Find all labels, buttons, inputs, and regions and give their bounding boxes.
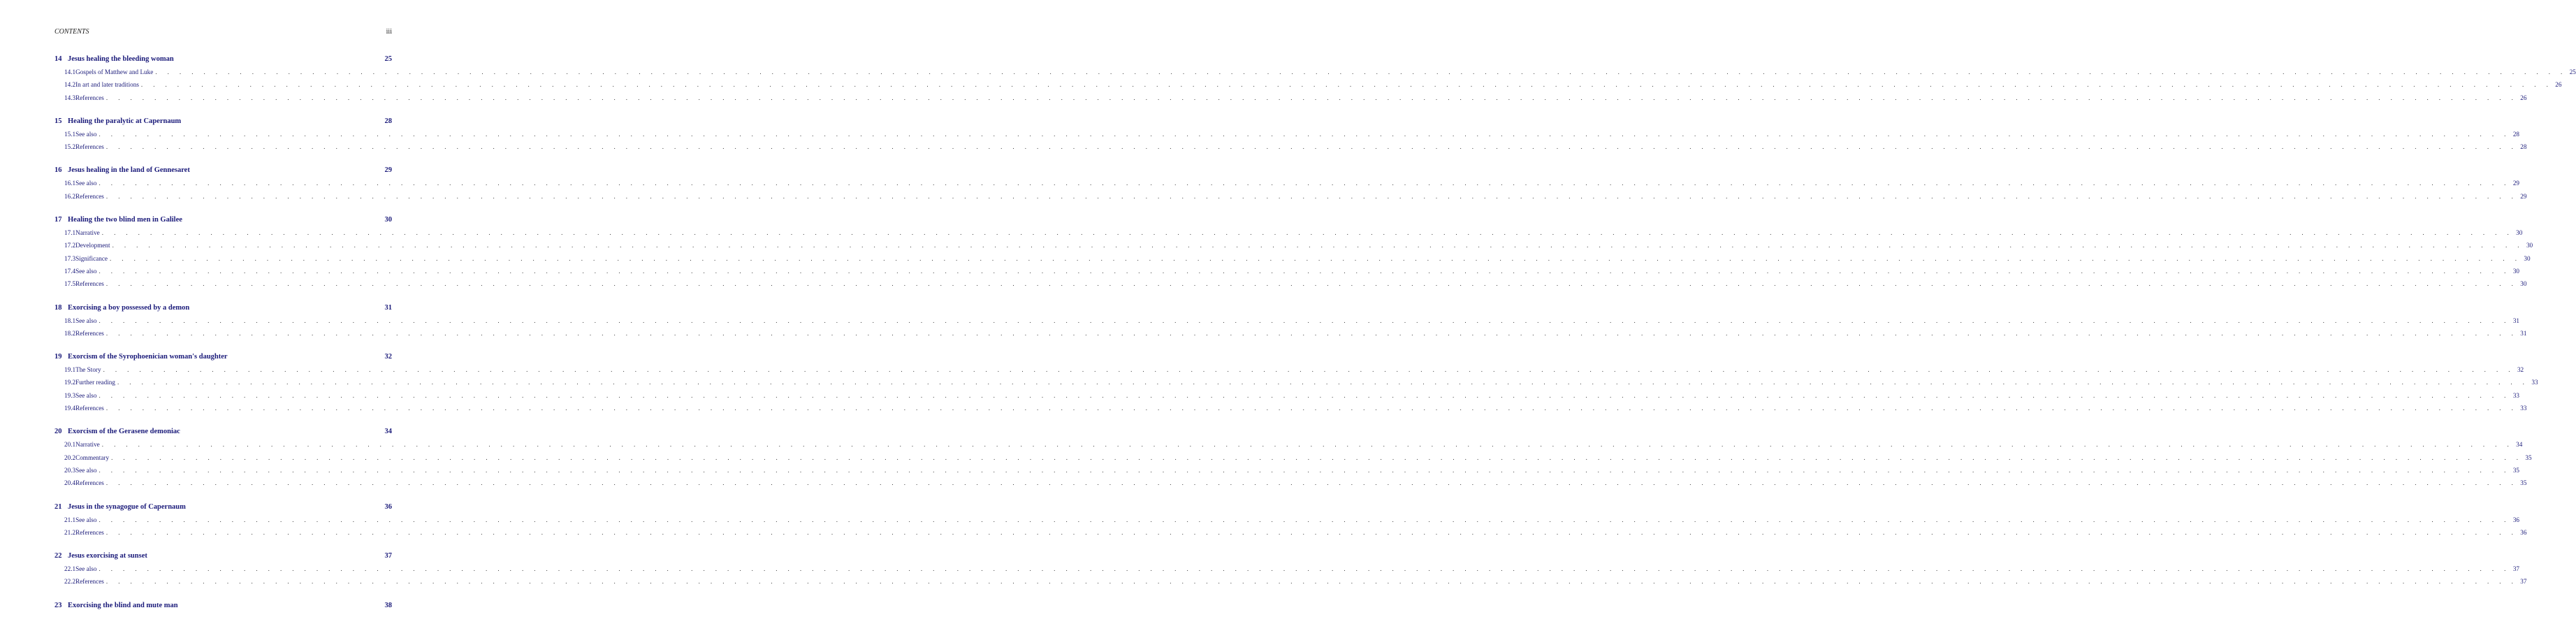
dot-leader: . . . . . . . . . . . . . . . . . . . . . . . . . . . . . . . . . . . . . . . . . . . . . . . . . . . . . . . . . . . . . . . . . . . . . . . . . . . . . . . . . . . . . . . . . . . . . . . . . . . . . . . . . . . . . . . . . . . . . . . . . . . . . . . . . . . . . . . . . . . . . . . . . . . . . . . . . . . . . . . . . . . . . . . . . . . . . . . . . . . . . . . . . . . . . . . . . . . . . . . . [99,466,2510,474]
section-page: 29 [2512,180,2519,187]
section-title: See also [75,317,97,324]
section-entry-link[interactable] [54,526,2527,539]
section-page: 37 [2512,565,2519,573]
section-entry-link[interactable] [54,265,2519,277]
section-entry-link[interactable] [54,190,2527,203]
chapter-entry-link[interactable] [54,214,392,226]
chapter-title: Exorcising the blind and mute man [68,601,178,609]
section-entry-link[interactable] [54,314,2519,327]
section-title: References [75,528,104,536]
section-entry-link[interactable] [54,128,2519,140]
section-entry-link[interactable] [54,363,2524,376]
toc-chapter [54,302,2527,340]
section-entry-link[interactable] [54,66,2576,78]
dot-leader: . . . . . . . . . . . . . . . . . . . . . . . . . . . . . . . . . . . . . . . . . . . . . . . . . . . . . . . . . . . . . . . . . . . . . . . . . . . . . . . . . . . . . . . . . . . . . . . . . . . . . . . . . . . . . . . . . . . . . . . . . . . . . . . . . . . . . . . . . . . . . . . . . . . . . . . . . . . . . . . . . . . . . . . . . . . . . . . . . . . . . . . . . . . . . . . . . . . . . . . . [117,379,2529,386]
dot-leader: . . . . . . . . . . . . . . . . . . . . . . . . . . . . . . . . . . . . . . . . . . . . . . . . . . . . . . . . . . . . . . . . . . . . . . . . . . . . . . . . . . . . . . . . . . . . . . . . . . . . . . . . . . . . . . . . . . . . . . . . . . . . . . . . . . . . . . . . . . . . . . . . . . . . . . . . . . . . . . . . . . . . . . . . . . . . . . . . . . . . . . . . . . . . . . . . . . . . . . . . [140,81,2553,89]
dot-leader: . . . . . . . . . . . . . . . . . . . . . . . . . . . . . . . . . . . . . . . . . . . . . . . . . . . . . . . . . . . . . . . . . . . . . . . . . . . . . . . . . . . . . . . . . . . . . . . . . . . . . . . . . . . . . . . . . . . . . . . . . . . . . . . . . . . . . . . . . . . . . . . . . . . . . . . . . . . . . . . . . . . . . . . . . . . . . . . . . . . . . . . . . . . . . . . . . . . . . . . . [105,94,2518,101]
dot-leader: . . . . . . . . . . . . . . . . . . . . . . . . . . . . . . . . . . . . . . . . . . . . . . . . . . . . . . . . . . . . . . . . . . . . . . . . . . . . . . . . . . . . . . . . . . . . . . . . . . . . . . . . . . . . . . . . . . . . . . . . . . . . . . . . . . . . . . . . . . . . . . . . . . . . . . . . . . . . . . . . . . . . . . . . . . . . . . . . . . . . . . . . . . . . . . . . . . . . . . . . [101,229,2514,237]
section-entry-link[interactable] [54,140,2527,153]
section-entry-link[interactable] [54,226,2523,239]
section-number: 16.1 [64,180,76,187]
section-page: 34 [2516,441,2523,449]
section-title: In art and later traditions [75,81,139,89]
chapter-number: 15 [54,117,62,125]
section-page: 35 [2512,466,2519,474]
dot-leader: . . . . . . . . . . . . . . . . . . . . . . . . . . . . . . . . . . . . . . . . . . . . . . . . . . . . . . . . . . . . . . . . . . . . . . . . . . . . . . . . . . . . . . . . . . . . . . . . . . . . . . . . . . . . . . . . . . . . . . . . . . . . . . . . . . . . . . . . . . . . . . . . . . . . . . . . . . . . . . . . . . . . . . . . . . . . . . . . . . . . . . . . . . . . . . . . . . . . . . . . [105,405,2518,412]
chapter-page: 38 [384,601,392,609]
dot-leader: . . . . . . . . . . . . . . . . . . . . . . . . . . . . . . . . . . . . . . . . . . . . . . . . . . . . . . . . . . . . . . . . . . . . . . . . . . . . . . . . . . . . . . . . . . . . . . . . . . . . . . . . . . . . . . . . . . . . . . . . . . . . . . . . . . . . . . . . . . . . . . . . . . . . . . . . . . . . . . . . . . . . . . . . . . . . . . . . . . . . . . . . . . . . . . . . . . . . . . . . [105,528,2518,536]
section-title: Development [75,242,110,249]
section-entry-link[interactable] [54,177,2519,189]
chapter-page: 25 [384,55,392,63]
section-number: 21.2 [64,528,76,536]
chapter-entry-link[interactable] [54,115,392,128]
chapter-entry-link[interactable] [54,351,392,363]
section-number: 19.3 [64,391,76,399]
chapter-entry-link[interactable] [54,600,392,612]
chapter-page: 36 [384,502,392,511]
chapter-entry-link[interactable] [54,53,392,66]
section-title: See also [75,466,97,474]
section-entry-link[interactable] [54,477,2527,489]
section-entry-link[interactable] [54,514,2519,526]
section-title: Narrative [75,441,100,449]
chapter-title: Jesus exorcising at sunset [68,552,147,560]
section-page: 33 [2531,379,2538,386]
section-title: The Story [75,366,101,374]
page-header [54,28,392,38]
section-page: 26 [2555,81,2562,89]
section-page: 30 [2512,267,2519,275]
section-entry-link[interactable] [54,78,2562,91]
section-number: 18.1 [64,317,76,324]
section-title: Further reading [75,379,115,386]
section-entry-link[interactable] [54,451,2532,464]
section-number: 14.2 [64,81,76,89]
section-entry-link[interactable] [54,389,2519,402]
dot-leader: . . . . . . . . . . . . . . . . . . . . . . . . . . . . . . . . . . . . . . . . . . . . . . . . . . . . . . . . . . . . . . . . . . . . . . . . . . . . . . . . . . . . . . . . . . . . . . . . . . . . . . . . . . . . . . . . . . . . . . . . . . . . . . . . . . . . . . . . . . . . . . . . . . . . . . . . . . . . . . . . . . . . . . . . . . . . . . . . . . . . . . . . . . . . . . . . . . . . . . . . [155,68,2567,75]
chapter-page: 30 [384,216,392,224]
section-title: References [75,143,104,151]
section-page: 30 [2516,229,2523,237]
dot-leader: . . . . . . . . . . . . . . . . . . . . . . . . . . . . . . . . . . . . . . . . . . . . . . . . . . . . . . . . . . . . . . . . . . . . . . . . . . . . . . . . . . . . . . . . . . . . . . . . . . . . . . . . . . . . . . . . . . . . . . . . . . . . . . . . . . . . . . . . . . . . . . . . . . . . . . . . . . . . . . . . . . . . . . . . . . . . . . . . . . . . . . . . . . . . . . . . . . . . . . . . [110,254,2522,262]
dot-leader: . . . . . . . . . . . . . . . . . . . . . . . . . . . . . . . . . . . . . . . . . . . . . . . . . . . . . . . . . . . . . . . . . . . . . . . . . . . . . . . . . . . . . . . . . . . . . . . . . . . . . . . . . . . . . . . . . . . . . . . . . . . . . . . . . . . . . . . . . . . . . . . . . . . . . . . . . . . . . . . . . . . . . . . . . . . . . . . . . . . . . . . . . . . . . . . . . . . . . . . . [99,516,2510,523]
section-title: See also [75,180,97,187]
section-page: 26 [2520,94,2527,101]
section-title: Commentary [75,454,110,461]
section-page: 30 [2526,242,2533,249]
section-number: 16.2 [64,192,76,200]
section-page: 30 [2524,254,2531,262]
section-number: 20.2 [64,454,76,461]
page-number: iii [386,28,392,36]
section-number: 19.1 [64,366,76,374]
chapter-number: 16 [54,166,62,175]
section-number: 19.4 [64,405,76,412]
chapter-number: 17 [54,216,62,224]
table-of-contents [54,53,2576,623]
toc-chapter [54,600,392,612]
dot-leader: . . . . . . . . . . . . . . . . . . . . . . . . . . . . . . . . . . . . . . . . . . . . . . . . . . . . . . . . . . . . . . . . . . . . . . . . . . . . . . . . . . . . . . . . . . . . . . . . . . . . . . . . . . . . . . . . . . . . . . . . . . . . . . . . . . . . . . . . . . . . . . . . . . . . . . . . . . . . . . . . . . . . . . . . . . . . . . . . . . . . . . . . . . . . . . . . . . . . . . . . [111,454,2523,461]
section-page: 36 [2520,528,2527,536]
chapter-page: 31 [384,303,392,312]
toc-chapter [54,115,2527,154]
chapter-title: Jesus healing the bleeding woman [68,55,174,63]
toc-chapter [54,501,2527,539]
chapter-title: Exorcism of the Syrophoenician woman's daughter [68,353,228,361]
section-number: 17.3 [64,254,76,262]
chapter-page: 32 [384,353,392,361]
section-number: 21.1 [64,516,76,523]
toc-chapter [54,550,2527,588]
section-page: 35 [2525,454,2532,461]
section-entry-link[interactable] [54,563,2519,575]
section-page: 30 [2520,280,2527,288]
section-page: 29 [2520,192,2527,200]
chapter-title: Healing the paralytic at Capernaum [68,117,182,125]
chapter-title: Exorcising a boy possessed by a demon [68,303,190,312]
section-number: 19.2 [64,379,76,386]
section-entry-link[interactable] [54,92,2527,104]
section-entry-link[interactable] [54,575,2527,588]
section-page: 33 [2512,391,2519,399]
section-title: Narrative [75,229,100,237]
dot-leader: . . . . . . . . . . . . . . . . . . . . . . . . . . . . . . . . . . . . . . . . . . . . . . . . . . . . . . . . . . . . . . . . . . . . . . . . . . . . . . . . . . . . . . . . . . . . . . . . . . . . . . . . . . . . . . . . . . . . . . . . . . . . . . . . . . . . . . . . . . . . . . . . . . . . . . . . . . . . . . . . . . . . . . . . . . . . . . . . . . . . . . . . . . . . . . . . . . . . . . . . [105,143,2518,151]
running-title: CONTENTS [54,28,89,36]
section-page: 31 [2520,329,2527,337]
section-title: References [75,329,104,337]
chapter-title: Healing the two blind men in Galilee [68,216,182,224]
section-entry-link[interactable] [54,252,2531,265]
section-number: 20.3 [64,466,76,474]
section-entry-link[interactable] [54,438,2523,451]
section-number: 15.2 [64,143,76,151]
chapter-page: 34 [384,428,392,436]
chapter-entry-link[interactable] [54,426,392,438]
chapter-page: 37 [384,552,392,560]
section-number: 14.1 [64,68,76,75]
chapter-entry-link[interactable] [54,501,392,514]
chapter-title: Jesus healing in the land of Gennesaret [68,166,190,175]
dot-leader: . . . . . . . . . . . . . . . . . . . . . . . . . . . . . . . . . . . . . . . . . . . . . . . . . . . . . . . . . . . . . . . . . . . . . . . . . . . . . . . . . . . . . . . . . . . . . . . . . . . . . . . . . . . . . . . . . . . . . . . . . . . . . . . . . . . . . . . . . . . . . . . . . . . . . . . . . . . . . . . . . . . . . . . . . . . . . . . . . . . . . . . . . . . . . . . . . . . . . . . . [112,242,2524,249]
section-number: 17.2 [64,242,76,249]
dot-leader: . . . . . . . . . . . . . . . . . . . . . . . . . . . . . . . . . . . . . . . . . . . . . . . . . . . . . . . . . . . . . . . . . . . . . . . . . . . . . . . . . . . . . . . . . . . . . . . . . . . . . . . . . . . . . . . . . . . . . . . . . . . . . . . . . . . . . . . . . . . . . . . . . . . . . . . . . . . . . . . . . . . . . . . . . . . . . . . . . . . . . . . . . . . . . . . . . . . . . . . . [99,317,2510,324]
section-page: 35 [2520,479,2527,487]
toc-chapter [54,53,2576,104]
section-number: 22.2 [64,578,76,586]
section-number: 14.3 [64,94,76,101]
section-entry-link[interactable] [54,327,2527,340]
section-page: 32 [2517,366,2524,374]
section-number: 18.2 [64,329,76,337]
section-title: See also [75,130,97,138]
section-number: 22.1 [64,565,76,573]
chapter-number: 14 [54,55,62,63]
section-number: 17.4 [64,267,76,275]
chapter-number: 21 [54,502,62,511]
section-title: References [75,405,104,412]
dot-leader: . . . . . . . . . . . . . . . . . . . . . . . . . . . . . . . . . . . . . . . . . . . . . . . . . . . . . . . . . . . . . . . . . . . . . . . . . . . . . . . . . . . . . . . . . . . . . . . . . . . . . . . . . . . . . . . . . . . . . . . . . . . . . . . . . . . . . . . . . . . . . . . . . . . . . . . . . . . . . . . . . . . . . . . . . . . . . . . . . . . . . . . . . . . . . . . . . . . . . . . . [99,267,2510,275]
section-title: References [75,192,104,200]
dot-leader: . . . . . . . . . . . . . . . . . . . . . . . . . . . . . . . . . . . . . . . . . . . . . . . . . . . . . . . . . . . . . . . . . . . . . . . . . . . . . . . . . . . . . . . . . . . . . . . . . . . . . . . . . . . . . . . . . . . . . . . . . . . . . . . . . . . . . . . . . . . . . . . . . . . . . . . . . . . . . . . . . . . . . . . . . . . . . . . . . . . . . . . . . . . . . . . . . . . . . . . . [105,479,2518,487]
section-page: 25 [2569,68,2576,75]
section-entry-link[interactable] [54,376,2538,389]
section-entry-link[interactable] [54,402,2527,414]
section-title: References [75,94,104,101]
dot-leader: . . . . . . . . . . . . . . . . . . . . . . . . . . . . . . . . . . . . . . . . . . . . . . . . . . . . . . . . . . . . . . . . . . . . . . . . . . . . . . . . . . . . . . . . . . . . . . . . . . . . . . . . . . . . . . . . . . . . . . . . . . . . . . . . . . . . . . . . . . . . . . . . . . . . . . . . . . . . . . . . . . . . . . . . . . . . . . . . . . . . . . . . . . . . . . . . . . . . . . . . [99,130,2510,138]
dot-leader: . . . . . . . . . . . . . . . . . . . . . . . . . . . . . . . . . . . . . . . . . . . . . . . . . . . . . . . . . . . . . . . . . . . . . . . . . . . . . . . . . . . . . . . . . . . . . . . . . . . . . . . . . . . . . . . . . . . . . . . . . . . . . . . . . . . . . . . . . . . . . . . . . . . . . . . . . . . . . . . . . . . . . . . . . . . . . . . . . . . . . . . . . . . . . . . . . . . . . . . . [99,180,2510,187]
section-page: 36 [2512,516,2519,523]
chapter-number: 22 [54,552,62,560]
section-entry-link[interactable] [54,277,2527,290]
section-page: 28 [2512,130,2519,138]
section-title: See also [75,516,97,523]
section-number: 20.4 [64,479,76,487]
dot-leader: . . . . . . . . . . . . . . . . . . . . . . . . . . . . . . . . . . . . . . . . . . . . . . . . . . . . . . . . . . . . . . . . . . . . . . . . . . . . . . . . . . . . . . . . . . . . . . . . . . . . . . . . . . . . . . . . . . . . . . . . . . . . . . . . . . . . . . . . . . . . . . . . . . . . . . . . . . . . . . . . . . . . . . . . . . . . . . . . . . . . . . . . . . . . . . . . . . . . . . . . [103,366,2515,374]
dot-leader: . . . . . . . . . . . . . . . . . . . . . . . . . . . . . . . . . . . . . . . . . . . . . . . . . . . . . . . . . . . . . . . . . . . . . . . . . . . . . . . . . . . . . . . . . . . . . . . . . . . . . . . . . . . . . . . . . . . . . . . . . . . . . . . . . . . . . . . . . . . . . . . . . . . . . . . . . . . . . . . . . . . . . . . . . . . . . . . . . . . . . . . . . . . . . . . . . . . . . . . . [105,192,2518,200]
section-title: Significance [75,254,108,262]
toc-chapter [54,164,2527,203]
chapter-page: 29 [384,166,392,175]
dot-leader: . . . . . . . . . . . . . . . . . . . . . . . . . . . . . . . . . . . . . . . . . . . . . . . . . . . . . . . . . . . . . . . . . . . . . . . . . . . . . . . . . . . . . . . . . . . . . . . . . . . . . . . . . . . . . . . . . . . . . . . . . . . . . . . . . . . . . . . . . . . . . . . . . . . . . . . . . . . . . . . . . . . . . . . . . . . . . . . . . . . . . . . . . . . . . . . . . . . . . . . . [105,329,2518,337]
dot-leader: . . . . . . . . . . . . . . . . . . . . . . . . . . . . . . . . . . . . . . . . . . . . . . . . . . . . . . . . . . . . . . . . . . . . . . . . . . . . . . . . . . . . . . . . . . . . . . . . . . . . . . . . . . . . . . . . . . . . . . . . . . . . . . . . . . . . . . . . . . . . . . . . . . . . . . . . . . . . . . . . . . . . . . . . . . . . . . . . . . . . . . . . . . . . . . . . . . . . . . . . [105,578,2518,586]
section-number: 15.1 [64,130,76,138]
dot-leader: . . . . . . . . . . . . . . . . . . . . . . . . . . . . . . . . . . . . . . . . . . . . . . . . . . . . . . . . . . . . . . . . . . . . . . . . . . . . . . . . . . . . . . . . . . . . . . . . . . . . . . . . . . . . . . . . . . . . . . . . . . . . . . . . . . . . . . . . . . . . . . . . . . . . . . . . . . . . . . . . . . . . . . . . . . . . . . . . . . . . . . . . . . . . . . . . . . . . . . . . [99,565,2510,573]
section-page: 28 [2520,143,2527,151]
dot-leader: . . . . . . . . . . . . . . . . . . . . . . . . . . . . . . . . . . . . . . . . . . . . . . . . . . . . . . . . . . . . . . . . . . . . . . . . . . . . . . . . . . . . . . . . . . . . . . . . . . . . . . . . . . . . . . . . . . . . . . . . . . . . . . . . . . . . . . . . . . . . . . . . . . . . . . . . . . . . . . . . . . . . . . . . . . . . . . . . . . . . . . . . . . . . . . . . . . . . . . . . [105,280,2518,288]
toc-chapter [54,351,2538,414]
section-number: 20.1 [64,441,76,449]
section-page: 33 [2520,405,2527,412]
toc-chapter [54,214,2533,290]
dot-leader: . . . . . . . . . . . . . . . . . . . . . . . . . . . . . . . . . . . . . . . . . . . . . . . . . . . . . . . . . . . . . . . . . . . . . . . . . . . . . . . . . . . . . . . . . . . . . . . . . . . . . . . . . . . . . . . . . . . . . . . . . . . . . . . . . . . . . . . . . . . . . . . . . . . . . . . . . . . . . . . . . . . . . . . . . . . . . . . . . . . . . . . . . . . . . . . . . . . . . . . . [101,441,2514,449]
section-number: 17.5 [64,280,76,288]
chapter-entry-link[interactable] [54,164,392,177]
chapter-number: 18 [54,303,62,312]
dot-leader: . . . . . . . . . . . . . . . . . . . . . . . . . . . . . . . . . . . . . . . . . . . . . . . . . . . . . . . . . . . . . . . . . . . . . . . . . . . . . . . . . . . . . . . . . . . . . . . . . . . . . . . . . . . . . . . . . . . . . . . . . . . . . . . . . . . . . . . . . . . . . . . . . . . . . . . . . . . . . . . . . . . . . . . . . . . . . . . . . . . . . . . . . . . . . . . . . . . . . . . . [99,391,2510,399]
chapter-title: Jesus in the synagogue of Capernaum [68,502,186,511]
section-entry-link[interactable] [54,239,2533,252]
chapter-number: 23 [54,601,62,609]
section-page: 37 [2520,578,2527,586]
section-title: See also [75,565,97,573]
toc-chapter [54,426,2532,489]
section-title: See also [75,391,97,399]
chapter-page: 28 [384,117,392,125]
chapter-number: 19 [54,353,62,361]
section-title: Gospels of Matthew and Luke [75,68,154,75]
chapter-entry-link[interactable] [54,302,392,314]
section-number: 17.1 [64,229,76,237]
section-page: 31 [2512,317,2519,324]
chapter-title: Exorcism of the Gerasene demoniac [68,428,180,436]
section-title: References [75,479,104,487]
section-title: References [75,578,104,586]
chapter-number: 20 [54,428,62,436]
section-title: References [75,280,104,288]
section-entry-link[interactable] [54,464,2519,477]
chapter-entry-link[interactable] [54,550,392,563]
section-title: See also [75,267,97,275]
